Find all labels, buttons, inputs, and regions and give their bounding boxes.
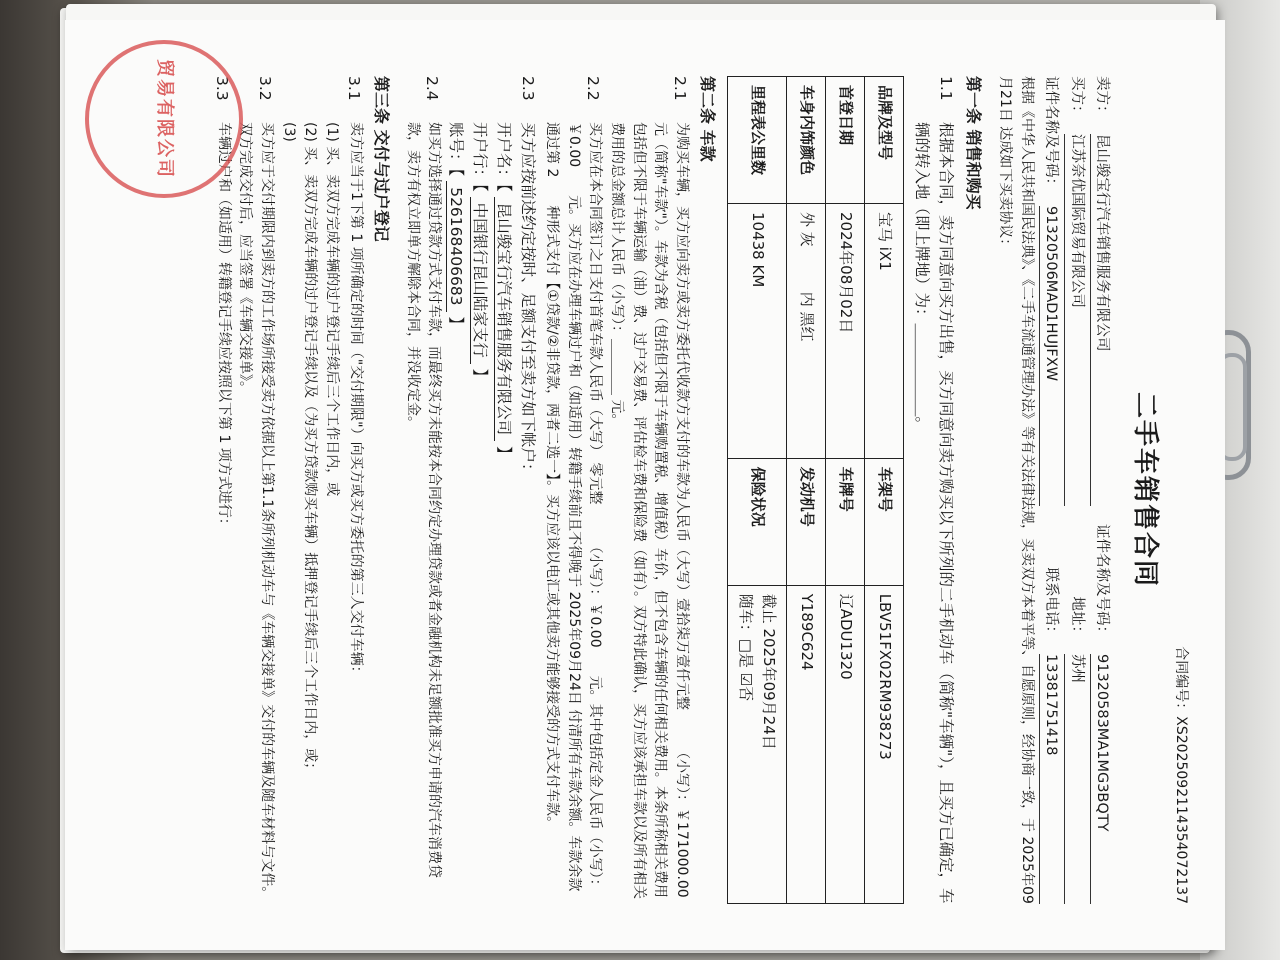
buyer-phone-value: 13381751418 [1039, 654, 1062, 904]
buyer-row [1064, 76, 1087, 904]
insurance-with-car: 随车：□是 ☑否 [737, 593, 756, 702]
company-seal-stamp: 贸易有限公司 [85, 40, 243, 198]
clause-text: 买方应在本合同签订之日支付首笔车款人民币（大写） 零元整 （小写）：￥0.00 元。其中包括定金人民币（小写）：￥0.00 元。买方应在办理车辆过户和（如适用）转籍手续前且不得晚于 2025年09月24日 付清所有车款余额。车款余款通过第 2 种形式支付【①贷款/②非贷款，两者二选一】。买方应该以电汇或其他卖方能够接受的方式支付车款。 [543, 122, 604, 893]
clause-2-2 [540, 76, 605, 904]
seller-row [1090, 76, 1113, 904]
buyer-name: 江苏奈优国际贸易有限公司 [1064, 134, 1087, 506]
insurance-value [727, 585, 787, 903]
article-1-title: 第一条 销售和购买 [964, 76, 984, 210]
color-value: 外 灰 内 黑红 [787, 204, 826, 459]
clause-3-3 [210, 76, 234, 904]
seller-label: 卖方： [1094, 76, 1111, 120]
bank-row: 开户行：【 中国银行昆山陆家支行 】 [471, 122, 490, 385]
bank-label: 开户行：【 [471, 122, 490, 192]
bank-name: 中国银行昆山陆家支行 [470, 197, 489, 364]
seller-id-label: 证件名称及号码： [1094, 524, 1111, 640]
clause-1-1 [910, 76, 958, 904]
color-key: 车身内饰颜色 [787, 77, 826, 204]
contract-number-value: XS20250921143540​72137 [1173, 716, 1189, 904]
buyer-id-row [1039, 76, 1062, 904]
plate-key: 车牌号 [826, 458, 865, 585]
account-number-row: 账号：【 526168406683 】 [447, 122, 466, 332]
clause-2-4 [401, 76, 444, 904]
clause-text [444, 122, 540, 904]
clause-number: 2.3 [519, 76, 538, 101]
seller-id-value: 91320583MA1MG3BQTY [1090, 654, 1113, 904]
account-number-label: 账号：【 [447, 122, 466, 177]
preamble: 根据《中华人民共和国民法典》、《二手车流通管理办法》等有关法律法规，买卖双方本着平等、自愿原则，经协商一致，于 2025年09月21日 达成如下买卖协议： [996, 76, 1035, 904]
plate-value: 辽ADU1320 [826, 585, 865, 903]
clause-3-1 [342, 76, 366, 904]
seller-name: 昆山骏宝行汽车销售服务有限公司 [1090, 134, 1113, 506]
clause-text: 买方应于交付期限内到卖方的工作场所接受卖方依据以上第1.1条所列机动车与《车辆交接单》交付的车辆及随车材料与文件。双方完成交付后，应当签署《车辆交接单》。 [237, 122, 275, 901]
account-holder: 昆山骏宝行汽车销售服务有限公司 [494, 197, 513, 442]
insurance-expiry: 截止 2025年09月24日 [760, 593, 779, 750]
clause-number: 3.1 [345, 76, 364, 101]
clause-text: 如买方选择通过贷款方式支付车款，而最终买方未能按本合同约定办理贷款或者金融机构未足额批准买方申请的汽车消费贷款，卖方有权立即单方解除本合同，并没收定金。 [404, 122, 443, 878]
clause-number: 2.1 [671, 76, 690, 101]
clause-number: 3.2 [255, 76, 274, 101]
clause-3-1-option-2: (2) 买、卖双方完成车辆的过户登记手续以及（为买方贷款购买车辆）抵押登记手续后三个工作日内，或； [302, 122, 319, 777]
seller-addr-value: 苏州 [1064, 654, 1087, 904]
reg-date-value: 2024年08月02日 [826, 204, 865, 459]
engine-value: Y189C624 [787, 585, 826, 903]
buyer-label: 买方： [1068, 76, 1085, 120]
account-intro: 买方应按前述约定按时、足额支付至卖方如下帐户： [519, 122, 538, 479]
clause-number: 3.3 [212, 76, 231, 101]
insurance-key: 保险状况 [727, 458, 787, 585]
account-holder-row: 开户名：【 昆山骏宝行汽车销售服务有限公司 】 [495, 122, 514, 462]
vehicle-info-table [727, 76, 905, 904]
clause-text: 根据本合同，卖方同意向买方出售，买方同意向卖方购买以下所列的二手机动车（简称"车辆"），且买方已确定，车辆的转入地（即上牌地）为：＿＿＿＿＿＿。 [913, 122, 956, 904]
mileage-value: 10438 KM [727, 204, 787, 459]
table-row [865, 77, 904, 904]
clause-text: 为购买车辆，买方应向卖方或卖方委托代收款方支付的车款为人民币（大写）壹拾柒万壹仟元整 （小写）：￥171000.00 元（简称"车款"）。车款为含税（包括但不限于车辆购置税、增值税）车价，但不包含车辆的任何相关费用。本条所称相关费用包括但不限于车辆运输（油）费、过户交易费、评估检车费和保险费（如有）。双方特此确认，买方应该承担车款以及所有相关费用的总金额总计人民币（小写）：＿＿＿＿ 元。 [609, 122, 691, 899]
article-3-title: 第三条 交付与过户登记 [371, 76, 391, 242]
clause-2-1 [605, 76, 692, 904]
clause-text: 车辆过户和（如适用）转籍登记手续应按照以下第 1 项方式进行： [215, 122, 232, 532]
vin-key: 车架号 [865, 458, 904, 585]
clause-number: 2.2 [584, 76, 603, 101]
clause-number: 2.4 [423, 76, 442, 101]
engine-key: 发动机号 [787, 458, 826, 585]
vin-value: LBV51FX02RM938273 [865, 585, 904, 903]
article-2-title: 第二条 车款 [697, 76, 717, 162]
buyer-id-value: 913205​06MAD1HUJFXW [1039, 206, 1062, 506]
clause-3-1-option-3: (3) [280, 122, 297, 142]
mileage-key: 里程表公里数 [727, 77, 787, 204]
buyer-phone-label: 联系电话： [1043, 567, 1060, 640]
clause-3-2 [234, 76, 277, 904]
contract-title: 二手车销售合同 [1130, 391, 1161, 588]
table-row [787, 77, 826, 904]
brand-key: 品牌及型号 [865, 77, 904, 204]
contract-page [65, 20, 1225, 950]
clause-text: 卖方应当于1下第 1 项所确定的时间（"交付期限"）向买方或买方委托的第三人交付车辆： [348, 122, 365, 680]
seller-addr-label: 地址： [1068, 596, 1085, 640]
account-number: 526168406683 [446, 181, 465, 311]
table-row [826, 77, 865, 904]
contract-number [1169, 76, 1191, 904]
clause-3-1-option-1: (1) 买、卖双方完成车辆的过户登记手续后三个工作日内，或 [324, 122, 341, 497]
account-holder-label: 开户名：【 [495, 122, 514, 192]
buyer-id-label: 证件名称及号码： [1043, 76, 1060, 192]
brand-value: 宝马 iX1 [865, 204, 904, 459]
reg-date-key: 首登日期 [826, 77, 865, 204]
clause-2-3 [444, 76, 540, 904]
table-row [727, 77, 787, 904]
contract-number-label: 合同编号： [1173, 646, 1189, 717]
clause-number: 1.1 [937, 76, 956, 101]
